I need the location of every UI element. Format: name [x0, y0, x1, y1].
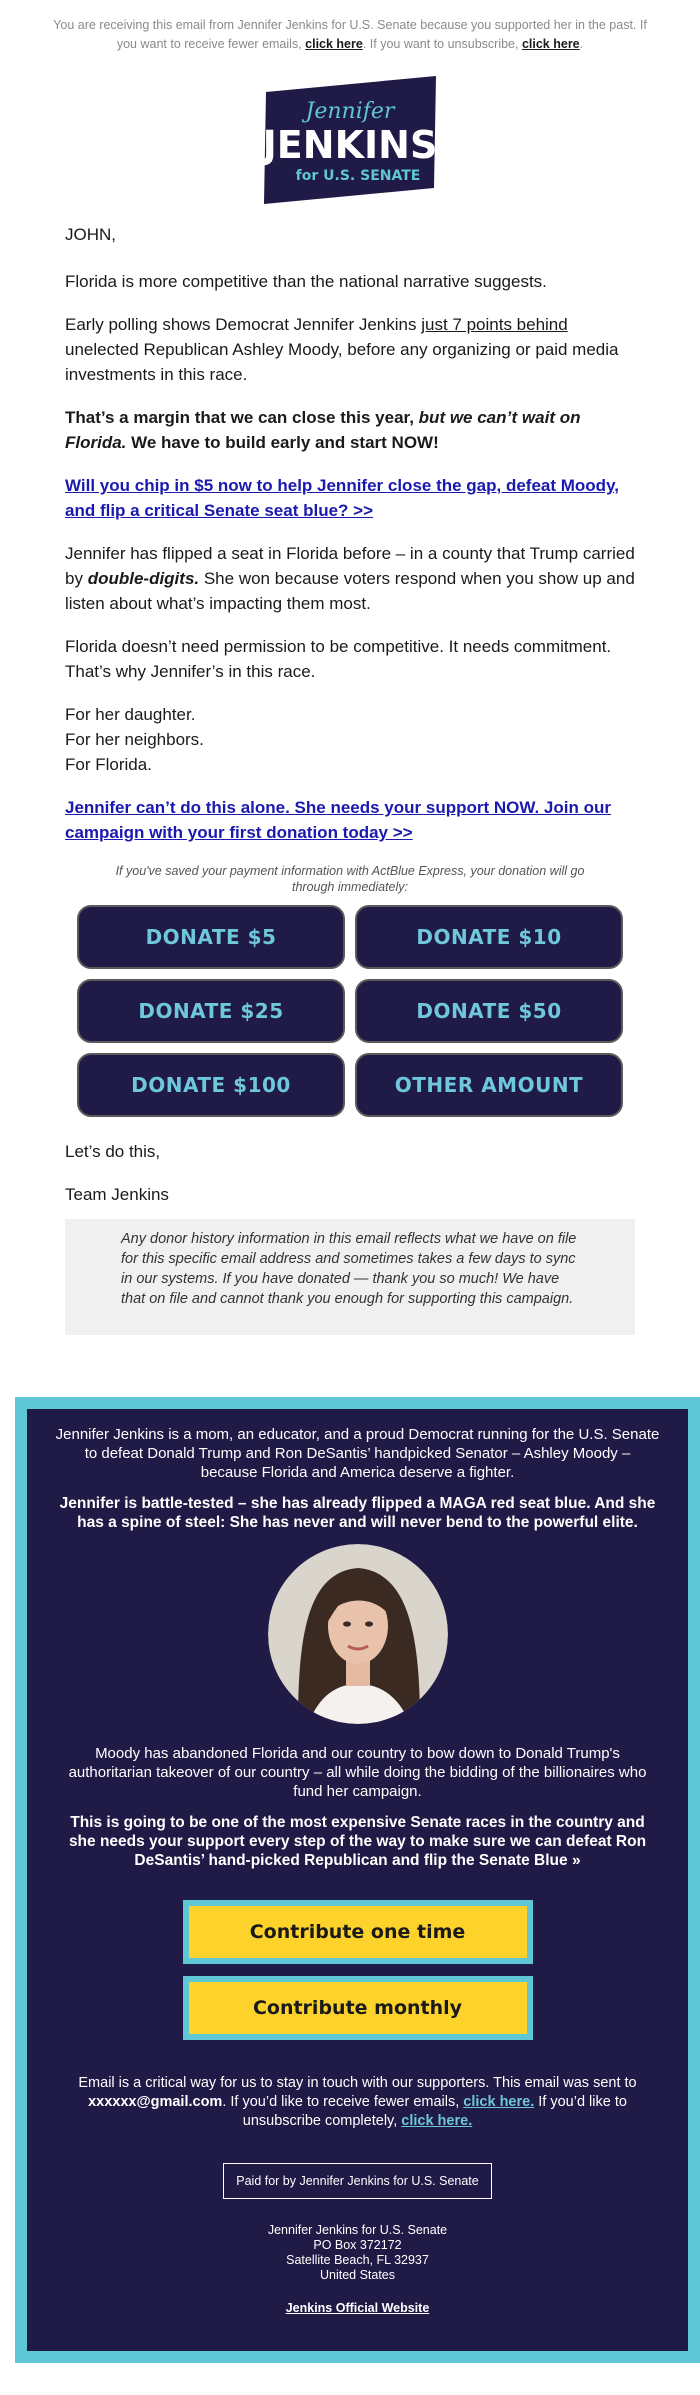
actblue-note: If you've saved your payment information with ActBlue Express, your donation will go through immediately:: [115, 864, 585, 894]
footer-fewer-emails-link[interactable]: click here.: [463, 2094, 535, 2110]
logo-last-name: JENKINS: [262, 123, 438, 167]
contribute-monthly-button[interactable]: [183, 1976, 533, 2040]
bio-paragraph-1: Jennifer Jenkins is a mom, an educator, and a proud Democrat running for the U.S. Senate to defeat Donald Trump and Ron DeSantis’ handpicked Senator – Ashley Moody – because Florida and America deserve a fighter.: [55, 1426, 660, 1481]
donate-10-button[interactable]: DONATE $10: [355, 905, 623, 969]
paragraph-4: Jennifer has flipped a seat in Florida before – in a county that Trump carried by double-digits. She won because voters respond when you show up and listen about what’s impacting them most.: [65, 544, 635, 613]
donate-100-button[interactable]: DONATE $100: [77, 1053, 345, 1117]
paragraph-1: Florida is more competitive than the national narrative suggests.: [65, 272, 547, 291]
paragraph-cta-1: [65, 473, 635, 523]
footer-frame: [15, 1397, 700, 2363]
address-line: Satellite Beach, FL 32937: [286, 2253, 429, 2267]
preheader: [50, 0, 650, 54]
jenkins-logo-graphic: [260, 76, 440, 204]
address-line: PO Box 372172: [313, 2238, 402, 2252]
paragraph-3: That’s a margin that we can close this year, but we can’t wait on Florida. We have to build early and start NOW!: [65, 408, 581, 452]
fewer-emails-link[interactable]: click here: [305, 37, 363, 51]
contribute-monthly-label: Contribute monthly: [189, 1982, 527, 2034]
donate-5-button[interactable]: DONATE $5: [77, 905, 345, 969]
paragraph-2: Early polling shows Democrat Jennifer Jenkins just 7 points behind unelected Republican Ashley Moody, before any organizing or paid media investments in this race.: [65, 315, 619, 384]
disclaimer-text: Any donor history information in this email reflects what we have on file for this specific email address and sometimes takes a few days to sync in our systems. If you have donated — thank you so much! We have that on file and cannot thank you enough for supporting this campaign.: [121, 1231, 577, 1307]
bio-paragraph-2: Jennifer is battle-tested – she has already flipped a MAGA red seat blue. And she has a spine of steel: She has never and will never bend to the powerful elite.: [59, 1495, 656, 1531]
email-notice: Email is a critical way for us to stay in touch with our supporters. This email was sent to xxxxxx@gmail.com. If you’d like to receive fewer emails, click here. If you’d like to unsubscribe completely, click here.: [78, 2075, 637, 2129]
address-line: United States: [319, 2268, 396, 2282]
donate-buttons: [65, 905, 635, 1117]
join-campaign-link[interactable]: Jennifer can’t do this alone. She needs your support NOW. Join our campaign with your first donation today >>: [65, 798, 611, 842]
list-line: For her daughter.: [65, 705, 196, 724]
address-line: Jennifer Jenkins for U.S. Senate: [267, 2223, 448, 2237]
donate-other-button[interactable]: OTHER AMOUNT: [355, 1053, 623, 1117]
recipient-email: xxxxxx@gmail.com: [88, 2094, 223, 2110]
bio-paragraph-4: This is going to be one of the most expensive Senate races in the country and she needs your support every step of the way to make sure we can defeat Ron DeSantis’ hand-picked Republican and flip the Senate Blue »: [68, 1814, 647, 1869]
closing: Let’s do this,: [65, 1142, 161, 1161]
footer: [27, 1409, 688, 2351]
candidate-portrait: [268, 1544, 448, 1724]
polling-highlight: just 7 points behind: [421, 315, 568, 334]
preheader-text: . If you want to unsubscribe,: [362, 37, 522, 51]
paragraph-5: Florida doesn’t need permission to be competitive. It needs commitment. That’s why Jennifer’s in this race.: [65, 637, 612, 681]
preheader-text: You are receiving this email from Jennifer Jenkins for U.S. Senate because you supported her in the past. If you want to receive fewer emails,: [53, 18, 647, 51]
paid-for-box: Paid for by Jennifer Jenkins for U.S. Senate: [223, 2163, 492, 2199]
greeting: JOHN,: [65, 225, 116, 244]
preheader-text: .: [579, 37, 584, 51]
footer-unsubscribe-link[interactable]: click here.: [401, 2113, 473, 2129]
donor-disclaimer: [65, 1219, 635, 1335]
list-line: For her neighbors.: [65, 730, 204, 749]
contribute-once-label: Contribute one time: [189, 1906, 527, 1958]
mailing-address: [55, 2223, 660, 2283]
logo-first-name: Jennifer: [305, 99, 395, 124]
signoff: Team Jenkins: [65, 1185, 169, 1204]
donate-50-button[interactable]: DONATE $50: [355, 979, 623, 1043]
email-body: [65, 208, 635, 1335]
for-florida-list: [65, 702, 635, 777]
unsubscribe-link[interactable]: click here: [521, 37, 580, 51]
campaign-logo: [0, 76, 700, 208]
logo-tagline: for U.S. SENATE: [295, 168, 421, 184]
official-website-link[interactable]: Jenkins Official Website: [285, 2301, 430, 2315]
chip-in-link[interactable]: Will you chip in $5 now to help Jennifer close the gap, defeat Moody, and flip a critical Senate seat blue? >>: [65, 476, 619, 520]
contribute-once-button[interactable]: [183, 1900, 533, 1964]
list-line: For Florida.: [65, 755, 152, 774]
bio-paragraph-3: Moody has abandoned Florida and our country to bow down to Donald Trump's authoritarian takeover of our country – all while doing the bidding of the billionaires who fund her campaign.: [68, 1745, 647, 1800]
paragraph-cta-2: [65, 795, 635, 845]
donate-25-button[interactable]: DONATE $25: [77, 979, 345, 1043]
